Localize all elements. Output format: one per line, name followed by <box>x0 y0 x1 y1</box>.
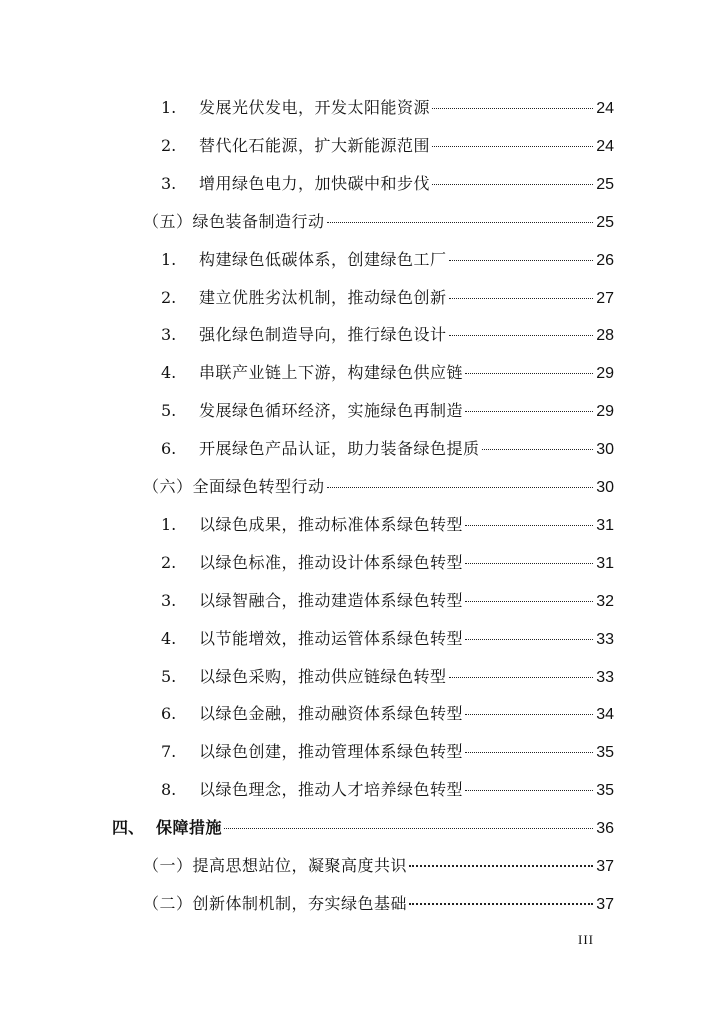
toc-entry-line <box>143 853 614 876</box>
toc-entry[interactable] <box>0 655 724 693</box>
toc-entry-number: 5. <box>161 401 177 421</box>
toc-entry-line <box>143 474 614 497</box>
toc-entry-page: 24 <box>596 100 614 117</box>
toc-entry[interactable] <box>0 806 724 844</box>
toc-entry-page: 30 <box>596 441 614 459</box>
toc-entry-title: 构建绿色低碳体系，创建绿色工厂 <box>199 249 447 269</box>
dot-leader <box>449 298 594 299</box>
toc-entry-page: 25 <box>596 175 614 193</box>
toc-entry-title: 强化绿色制造导向，推行绿色设计 <box>199 325 447 345</box>
toc-entry-line <box>161 95 614 118</box>
toc-entry[interactable] <box>0 882 724 920</box>
dot-leader <box>465 714 593 715</box>
toc-entry-line <box>161 285 614 308</box>
toc-entry-title: 开展绿色产品认证，助力装备绿色提质 <box>199 439 480 459</box>
toc-entry[interactable] <box>0 313 724 351</box>
toc-entry-line <box>161 171 614 194</box>
toc-entry-title: 以绿色成果，推动标准体系绿色转型 <box>199 514 464 534</box>
toc-entry-line <box>161 550 614 573</box>
dot-leader <box>432 184 593 185</box>
toc-entry-line <box>143 891 614 914</box>
toc-entry-line <box>161 512 614 535</box>
toc-entry[interactable] <box>0 692 724 730</box>
toc-entry-number: 7. <box>161 742 177 762</box>
toc-entry-number: 2. <box>161 135 177 155</box>
toc-entry-line <box>161 322 614 345</box>
toc-entry-page: 24 <box>596 137 614 155</box>
toc-entry-page: 35 <box>596 782 614 800</box>
toc-entry[interactable] <box>0 579 724 617</box>
toc-entry-title: 以绿智融合，推动建造体系绿色转型 <box>199 590 464 610</box>
dot-leader <box>327 487 594 488</box>
toc-entry-title: 以绿色创建，推动管理体系绿色转型 <box>199 742 464 762</box>
dot-leader <box>465 790 593 791</box>
toc-entry-number: 1. <box>161 249 177 269</box>
toc-entry-page: 25 <box>596 213 614 231</box>
toc-entry[interactable] <box>0 124 724 162</box>
toc-entry-page: 32 <box>596 592 614 610</box>
toc-entry[interactable] <box>0 351 724 389</box>
toc-entry-number: 2. <box>161 287 177 307</box>
toc-entry-page: 29 <box>596 403 614 421</box>
toc-entry[interactable] <box>0 427 724 465</box>
dot-leader <box>465 525 593 526</box>
toc-entry-page: 31 <box>596 516 614 534</box>
toc-entry-title: 以绿色金融，推动融资体系绿色转型 <box>199 704 464 724</box>
dot-leader <box>224 828 593 829</box>
toc-entry-number: 2. <box>161 552 177 572</box>
toc-entry[interactable] <box>0 541 724 579</box>
toc-entry-number: 6. <box>161 439 177 459</box>
toc-entry-title: （二）创新体制机制，夯实绿色基础 <box>143 893 408 913</box>
toc-entry-page: 37 <box>596 858 614 875</box>
dot-leader <box>465 411 593 412</box>
toc-entry-title: （五）绿色装备制造行动 <box>143 211 325 231</box>
toc-entry[interactable] <box>0 162 724 200</box>
toc-entry-page: 30 <box>596 479 614 496</box>
dot-leader <box>465 639 593 640</box>
toc-entry-page: 33 <box>596 630 614 648</box>
dot-leader <box>449 677 594 678</box>
toc-entry-title: （六）全面绿色转型行动 <box>143 477 325 496</box>
dot-leader <box>465 601 593 602</box>
dot-leader <box>432 108 593 109</box>
toc-entry-title: 替代化石能源，扩大新能源范围 <box>199 135 431 155</box>
toc-entry-line <box>112 815 614 838</box>
toc-entry-line <box>161 247 614 270</box>
toc-entry-title: 建立优胜劣汰机制，推动绿色创新 <box>199 287 447 307</box>
toc-entry[interactable] <box>0 768 724 806</box>
toc-entry-page: 31 <box>596 554 614 572</box>
toc-entry-title: 以绿色标准，推动设计体系绿色转型 <box>199 552 464 572</box>
toc-entry[interactable] <box>0 730 724 768</box>
toc-entry-line <box>161 777 614 800</box>
toc-entry[interactable] <box>0 86 724 124</box>
toc-entry-number: 5. <box>161 666 177 686</box>
toc-entry-title: 以绿色理念，推动人才培养绿色转型 <box>199 780 464 800</box>
dot-leader <box>327 222 594 223</box>
toc-entry-number: 1. <box>161 514 177 534</box>
toc-entry-page: 29 <box>596 365 614 383</box>
toc-entry-title: 增用绿色电力，加快碳中和步伐 <box>199 173 431 193</box>
toc-entry-page: 28 <box>596 327 614 345</box>
toc-entry[interactable] <box>0 238 724 276</box>
dot-leader <box>465 373 593 374</box>
dot-leader <box>449 260 594 261</box>
toc-entry-number: 1. <box>161 98 177 117</box>
toc-entry-title: 以节能增效，推动运管体系绿色转型 <box>199 628 464 648</box>
toc-entry-title: 发展光伏发电，开发太阳能资源 <box>199 98 431 117</box>
toc-entry-line <box>161 701 614 724</box>
toc-entry-line <box>161 588 614 611</box>
toc-entry-page: 36 <box>596 820 614 838</box>
footer-page-number: III <box>578 932 594 947</box>
toc-entry-title: 发展绿色循环经济，实施绿色再制造 <box>199 401 464 421</box>
toc-entry-number: 3. <box>161 325 177 345</box>
dot-leader <box>482 449 594 450</box>
toc-entry-line <box>161 436 614 459</box>
toc-entry-line <box>161 664 614 687</box>
toc-entry-number: 3. <box>161 173 177 193</box>
toc-entry-line <box>161 133 614 156</box>
toc-entry-line <box>161 398 614 421</box>
toc-entry-number: 4. <box>161 363 177 383</box>
toc-entry[interactable] <box>0 276 724 314</box>
toc-entry-page: 34 <box>596 706 614 724</box>
toc-entry[interactable] <box>0 503 724 541</box>
dot-leader <box>449 335 594 336</box>
toc-entry-number: 8. <box>161 780 177 800</box>
toc-entry-number: 四、 <box>112 818 145 838</box>
dot-leader <box>409 865 593 867</box>
toc-entry-line <box>161 360 614 383</box>
toc-entry-page: 37 <box>596 895 614 913</box>
toc-entry-title: 以绿色采购，推动供应链绿色转型 <box>199 666 447 686</box>
dot-leader <box>409 903 593 905</box>
toc-entry-number: 6. <box>161 704 177 724</box>
toc-entry-page: 26 <box>596 251 614 269</box>
toc-entry-title: （一）提高思想站位，凝聚高度共识 <box>143 856 408 875</box>
toc-entry-line <box>143 209 614 232</box>
toc-entry-page: 35 <box>596 744 614 762</box>
dot-leader <box>465 752 593 753</box>
dot-leader <box>465 563 593 564</box>
toc-entry-line <box>161 626 614 649</box>
toc-entry-title: 串联产业链上下游，构建绿色供应链 <box>199 363 464 383</box>
toc-entry[interactable] <box>0 200 724 238</box>
toc-entry-title: 保障措施 <box>156 818 223 838</box>
toc-entry-number: 3. <box>161 590 177 610</box>
toc-entry-page: 27 <box>596 289 614 307</box>
toc-entry[interactable] <box>0 389 724 427</box>
toc-entry-line <box>161 739 614 762</box>
toc-entry-number: 4. <box>161 628 177 648</box>
toc-entry[interactable] <box>0 465 724 503</box>
toc-entry-page: 33 <box>596 668 614 686</box>
toc-entry[interactable] <box>0 617 724 655</box>
dot-leader <box>432 146 593 147</box>
toc-entry[interactable] <box>0 844 724 882</box>
